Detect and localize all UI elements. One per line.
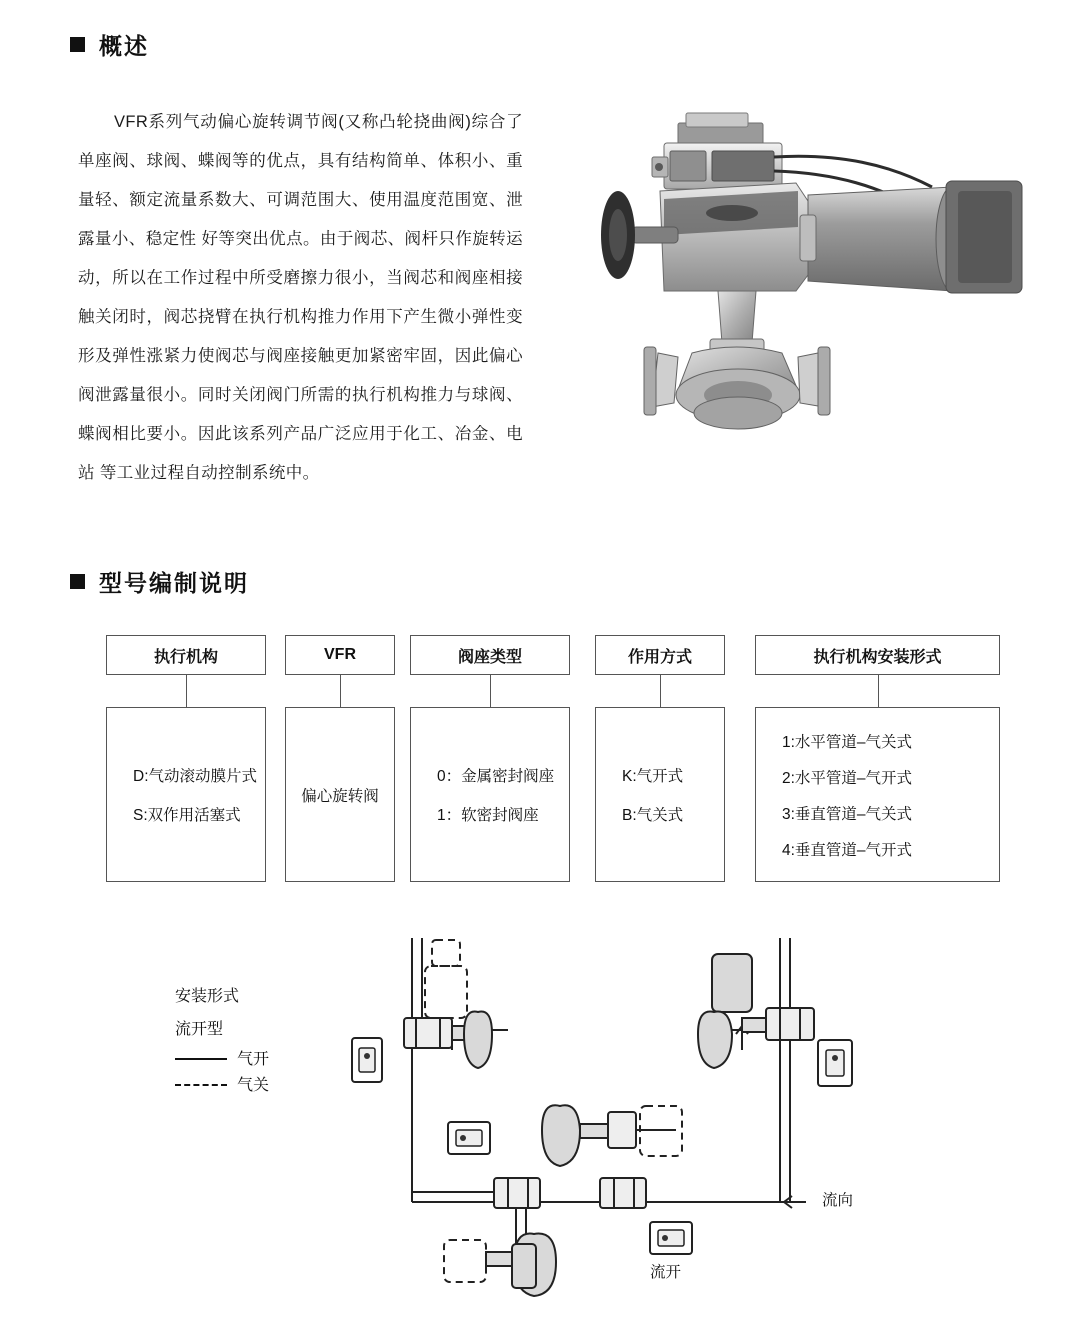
connector-line [340,675,341,707]
legend-label: 气关 [237,1076,270,1094]
model-column-body [755,707,1000,882]
model-item: S:双作用活塞式 [133,807,241,824]
label-flow-direction: 流向 [822,1192,854,1209]
model-column-actuator [106,635,266,824]
model-column-body [106,707,266,882]
overview-heading-text: 概述 [99,33,149,59]
model-code-heading-text: 型号编制说明 [99,570,249,596]
model-column-header: 作用方式 [595,635,725,675]
model-item: 0：金属密封阀座 [437,768,555,785]
model-column-series [285,635,395,805]
connector-line [490,675,491,707]
model-item: 2:水平管道–气开式 [782,769,913,787]
model-code-diagram [100,635,1000,900]
model-column-header: 执行机构 [106,635,266,675]
square-bullet-icon [70,574,85,589]
model-column-header: 执行机构安装形式 [755,635,1000,675]
connector-line [186,675,187,707]
connector-line [878,675,879,707]
installation-title-line2: 流开型 [175,1021,224,1038]
model-item: 4:垂直管道–气开式 [782,841,913,859]
model-column-header: 阀座类型 [410,635,570,675]
model-column-seat-type [410,635,570,824]
installation-diagram [0,930,1080,1320]
model-column-action-mode [595,635,725,824]
installation-title-line1: 安装形式 [175,988,240,1005]
connector-line [660,675,661,707]
model-item: D:气动滚动膜片式 [133,768,258,785]
model-item: 1：软密封阀座 [437,807,539,824]
model-code-heading [70,565,249,598]
label-flow-open: 流开 [650,1264,682,1281]
model-item: 1:水平管道–气关式 [782,733,913,751]
legend-label: 气开 [237,1050,270,1068]
model-item: 偏心旋转阀 [301,787,379,805]
model-column-body [595,707,725,882]
model-item: B:气关式 [622,807,684,824]
model-column-header: VFR [285,635,395,675]
model-column-mounting [755,635,1000,859]
piping-schematic [0,930,1080,1320]
model-item: 3:垂直管道–气关式 [782,805,913,823]
square-bullet-icon [70,37,85,52]
product-photo [560,95,1030,515]
model-column-body [410,707,570,882]
overview-paragraph: VFR系列气动偏心旋转调节阀(又称凸轮挠曲阀)综合了单座阀、球阀、蝶阀等的优点，具有结构简单、体积小、重量轻、额定流量系数大、可调范围大、使用温度范围宽、泄露量小、稳定性 好等突出优点。由于阀芯、阀杆只作旋转运动，所以在工作过程中所受磨擦力很小，当阀芯和阀座相接触关闭时，阀芯挠臂在执行机构推力作用下产生微小弹性变形及弹性涨紧力使阀芯与阀座接触更加紧密牢固，因此偏心阀泄露量很小。同时关闭阀门所需的执行机构推力与球阀、蝶阀相比要小。因此该系列产品广泛应用于化工、冶金、电站 等工业过程自动控制系统中。 [78,112,523,482]
model-item: K:气开式 [622,768,684,785]
model-column-body [285,707,395,882]
overview-heading [70,28,149,61]
